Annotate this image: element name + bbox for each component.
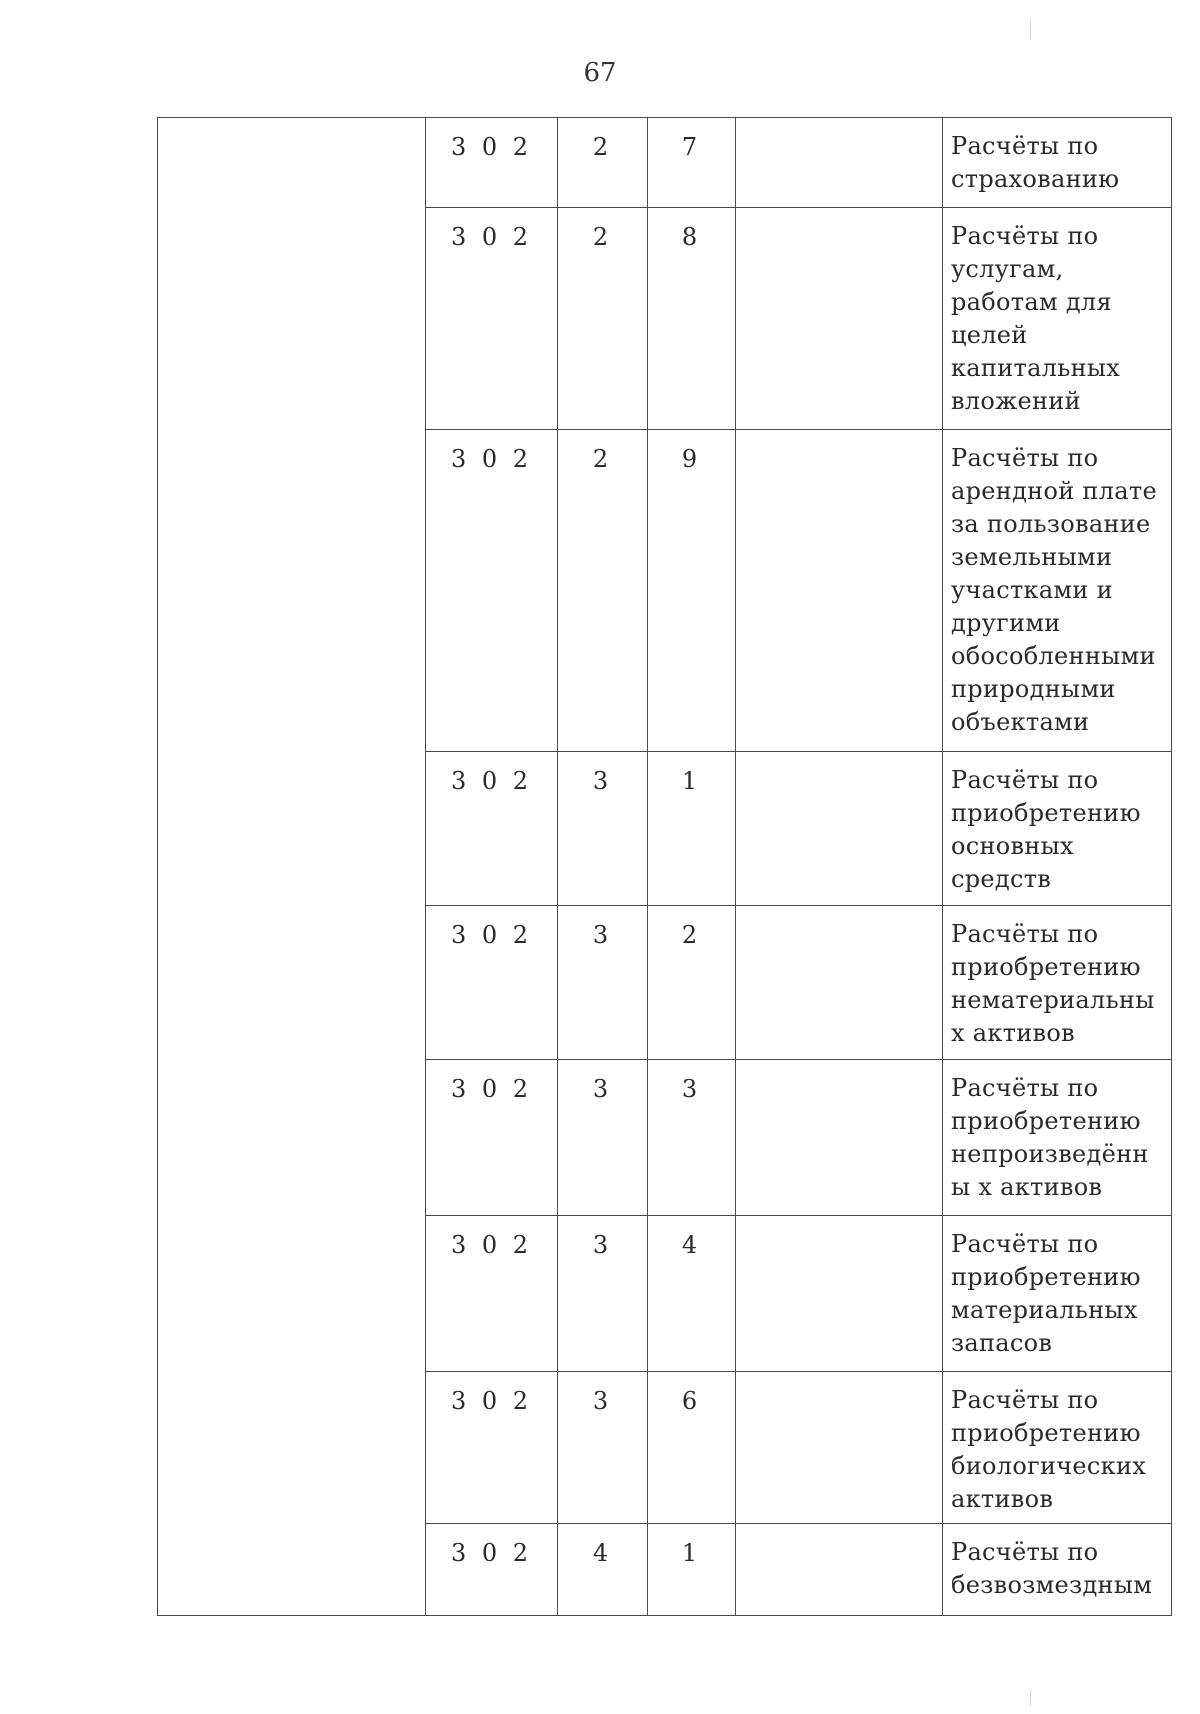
account-cell: 3 0 2 xyxy=(426,752,558,906)
empty-cell xyxy=(736,906,943,1060)
group-cell: 2 xyxy=(558,118,648,208)
description-cell: Расчёты по приобретению нематериальных активов xyxy=(943,906,1172,1060)
blank-left-column xyxy=(158,118,426,1616)
group-cell: 4 xyxy=(558,1524,648,1616)
empty-cell xyxy=(736,1060,943,1216)
description-cell: Расчёты по приобретению биологических активов xyxy=(943,1372,1172,1524)
group-cell: 2 xyxy=(558,430,648,752)
account-cell: 3 0 2 xyxy=(426,118,558,208)
empty-cell xyxy=(736,430,943,752)
group-cell: 3 xyxy=(558,1216,648,1372)
empty-cell xyxy=(736,1524,943,1616)
item-cell: 7 xyxy=(648,118,736,208)
description-cell: Расчёты по арендной плате за пользование земельными участками и другими обособленными природными объектами xyxy=(943,430,1172,752)
table-row xyxy=(158,118,1172,208)
description-cell: Расчёты по приобретению основных средств xyxy=(943,752,1172,906)
scan-artifact-line xyxy=(1030,20,1031,40)
account-cell: 3 0 2 xyxy=(426,1060,558,1216)
description-cell: Расчёты по приобретению материальных запасов xyxy=(943,1216,1172,1372)
item-cell: 1 xyxy=(648,1524,736,1616)
item-cell: 6 xyxy=(648,1372,736,1524)
empty-cell xyxy=(736,1372,943,1524)
group-cell: 3 xyxy=(558,1372,648,1524)
description-cell: Расчёты по услугам, работам для целей капитальных вложений xyxy=(943,208,1172,430)
item-cell: 8 xyxy=(648,208,736,430)
item-cell: 1 xyxy=(648,752,736,906)
description-cell: Расчёты по приобретению непроизведённы х активов xyxy=(943,1060,1172,1216)
account-cell: 3 0 2 xyxy=(426,1372,558,1524)
account-cell: 3 0 2 xyxy=(426,1216,558,1372)
empty-cell xyxy=(736,118,943,208)
group-cell: 3 xyxy=(558,752,648,906)
account-cell: 3 0 2 xyxy=(426,208,558,430)
item-cell: 3 xyxy=(648,1060,736,1216)
group-cell: 3 xyxy=(558,1060,648,1216)
account-cell: 3 0 2 xyxy=(426,1524,558,1616)
page-number: 67 xyxy=(583,58,617,88)
description-cell: Расчёты по безвозмездным xyxy=(943,1524,1172,1616)
group-cell: 2 xyxy=(558,208,648,430)
account-table xyxy=(157,117,1172,1616)
empty-cell xyxy=(736,208,943,430)
description-cell: Расчёты по страхованию xyxy=(943,118,1172,208)
item-cell: 4 xyxy=(648,1216,736,1372)
item-cell: 9 xyxy=(648,430,736,752)
scan-artifact-line xyxy=(1030,1690,1031,1706)
account-cell: 3 0 2 xyxy=(426,430,558,752)
item-cell: 2 xyxy=(648,906,736,1060)
empty-cell xyxy=(736,1216,943,1372)
group-cell: 3 xyxy=(558,906,648,1060)
empty-cell xyxy=(736,752,943,906)
account-cell: 3 0 2 xyxy=(426,906,558,1060)
